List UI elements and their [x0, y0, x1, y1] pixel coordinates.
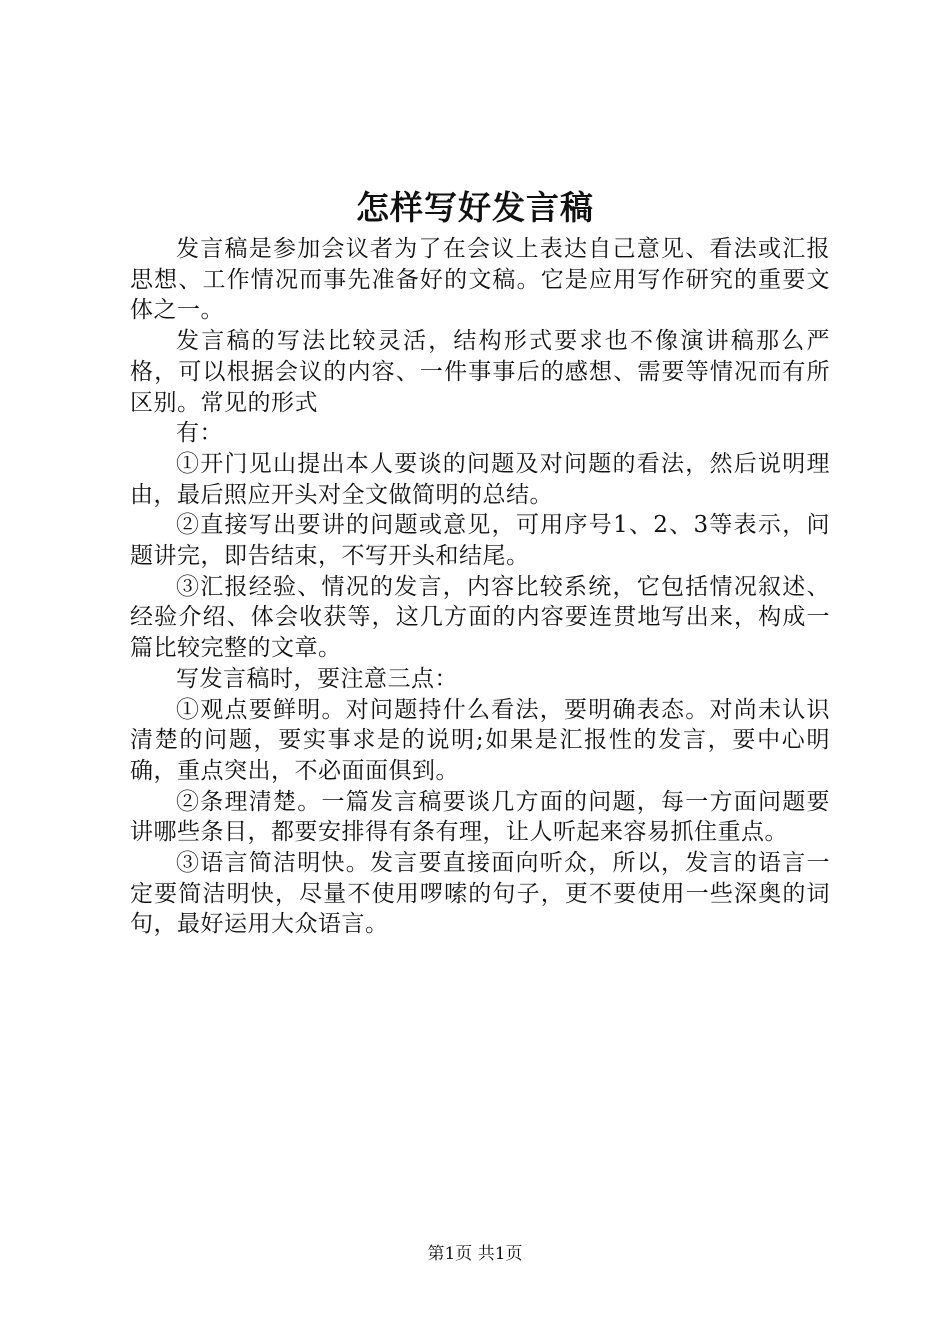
paragraph: ②直接写出要讲的问题或意见，可用序号1、2、3等表示，问题讲完，即告结束，不写开头和结尾。 — [130, 512, 830, 570]
paragraph: ①开门见山提出本人要谈的问题及对问题的看法，然后说明理由，最后照应开头对全文做简明的总结。 — [130, 450, 830, 508]
paragraph: ②条理清楚。一篇发言稿要谈几方面的问题，每一方面问题要讲哪些条目，都要安排得有条有理，让人听起来容易抓住重点。 — [130, 788, 830, 846]
paragraph: 发言稿是参加会议者为了在会议上表达自己意见、看法或汇报思想、工作情况而事先准备好的文稿。它是应用写作研究的重要文体之一。 — [130, 236, 830, 324]
document-body — [130, 234, 830, 940]
paragraph: 写发言稿时，要注意三点： — [176, 665, 458, 692]
paragraph: ①观点要鲜明。对问题持什么看法，要明确表态。对尚未认识清楚的问题，要实事求是的说明;如果是汇报性的发言，要中心明确，重点突出，不必面面俱到。 — [130, 696, 830, 784]
paragraph: ③语言简洁明快。发言要直接面向听众，所以，发言的语言一定要简洁明快，尽量不使用啰嗦的句子，更不要使用一些深奥的词句，最好运用大众语言。 — [130, 850, 830, 938]
paragraph: 有： — [176, 420, 223, 447]
document-title: 怎样写好发言稿 — [356, 188, 594, 227]
paragraph: ③汇报经验、情况的发言，内容比较系统，它包括情况叙述、经验介绍、体会收获等，这几方面的内容要连贯地写出来，构成一篇比较完整的文章。 — [130, 573, 830, 662]
paragraph: 发言稿的写法比较灵活，结构形式要求也不像演讲稿那么严格，可以根据会议的内容、一件事事后的感想、需要等情况而有所区别。常见的形式 — [130, 328, 830, 416]
page-footer: 第1页 共1页 — [427, 1244, 523, 1264]
